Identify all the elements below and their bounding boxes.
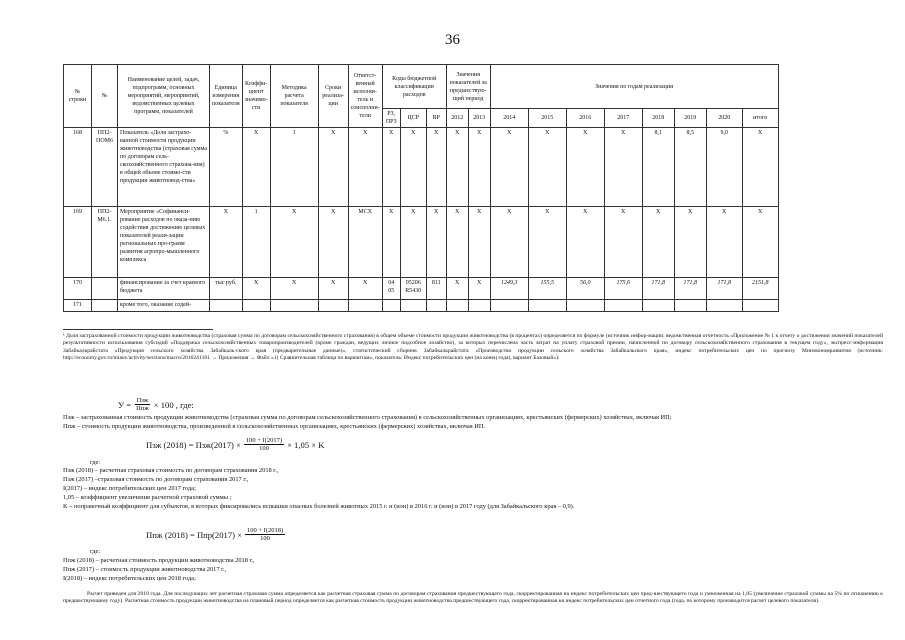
header-year: 2020 — [706, 109, 742, 128]
definition-line: Ппж (2018) – расчетная стоимость продукции животноводства 2018 г., — [63, 557, 255, 564]
header-rz: РЗ, ПРЗ — [382, 109, 400, 128]
header-target-prior: Значения показателей за предшествую-щий период — [446, 65, 490, 109]
cell-value: 171,8 — [706, 278, 742, 300]
header-year: 2012 — [446, 109, 468, 128]
cell-value: X — [706, 207, 742, 278]
formula-production-value — [146, 527, 288, 542]
formula-denominator: Ппж — [136, 405, 149, 412]
cell-terms: X — [318, 128, 348, 207]
cell-value: 8,5 — [674, 128, 706, 207]
formula-insured-value — [146, 437, 324, 452]
header-year: 2015 — [528, 109, 566, 128]
header-terms: Сроки реализа-ции — [318, 65, 348, 128]
cell-value: 56,0 — [566, 278, 604, 300]
header-year: 2018 — [642, 109, 674, 128]
cell-csr: X — [400, 128, 426, 207]
cell-value: X — [446, 128, 468, 207]
cell-vr: 811 — [426, 278, 446, 300]
cell-row-no: 169 — [64, 207, 92, 278]
footnote-text: ¹ Доля застрахованной стоимости продукции животноводства (страховая сумма по договорам сельскохозяйственного страхования) в общем объеме стоимости продукции животноводства (в процентах) определяется по формуле (источник инфор-мации: ведомственная отчетность «Приложение № 1 к отчету о достижении значений показателей результативности использования субсидий «Поддержка сельскохозяйственных товаропроизводителей (кроме граждан, ведущих личное подсобное хозяйство), за которых перечислена часть затрат на уплату страховой премии, начисленной по договору сельскохозяйственного страхования в текущем году», экспресс-информация Забайкалкрайстата «Продукция сельского хозяйства Забайкаль-ского края (предварительные данные)», статистический сборник Забайкалкрайстата «Производство продукции сельского хозяйства Забайкальского края», индекс потребительских цен по прогнозу Минэкономразвития (источник: http://economy.gov.ru/minec/activity/sections/macro/2016241101 → Приложения → Файл «1) Сравнительная таблица по вариантам», показатель: Индекс потребительских цен (на конец года), вариант Базовый»): — [63, 333, 883, 362]
cell-no — [92, 300, 118, 312]
definition-line: где: — [90, 548, 101, 555]
cell-row-no: 171 — [64, 300, 92, 312]
cell-value: X — [490, 128, 528, 207]
cell-value: X — [446, 278, 468, 300]
definition-line: Ппж – стоимость продукции животноводства, произведенной в сельскохозяйственных организациях, крестьянских (фермерских) хозяйствах, включая ИП. — [63, 423, 486, 430]
header-year-total: итого — [742, 109, 778, 128]
cell-vr: X — [426, 207, 446, 278]
cell-value: 171,8 — [674, 278, 706, 300]
formula-fraction — [244, 437, 284, 452]
cell-value: X — [566, 128, 604, 207]
formula-numerator: 100 + I(2018) — [246, 527, 284, 534]
cell-rz: X — [382, 128, 400, 207]
cell-value-total: X — [742, 207, 778, 278]
cell-rz: 04 05 — [382, 278, 400, 300]
table-row — [64, 207, 779, 278]
formula-denominator: 100 — [260, 535, 270, 542]
table-row — [64, 128, 779, 207]
cell-unit: тыс руб. — [210, 278, 243, 300]
cell-value-total: X — [742, 128, 778, 207]
cell-name: Мероприятие «Софинанси-рование расходов по оказа-нию содействия достижению целевых показателей реали-зации региональных про-грамм развития агропро-мышленного комплекса — [118, 207, 210, 278]
formula-fraction — [134, 397, 151, 412]
formula-lhs: У = — [118, 399, 132, 410]
cell-terms: X — [318, 278, 348, 300]
cell-value: X — [468, 207, 490, 278]
cell-value — [566, 300, 604, 312]
cell-value: X — [446, 207, 468, 278]
definition-line: 1,05 – коэффициент увеличения расчетной страховой суммы ; — [63, 494, 232, 501]
cell-coef — [242, 300, 270, 312]
definition-line: K – поправочный коэффициент для субъектов, в которых фиксировались вспышки опасных болезней животных 2015 г. и (или) в 2016 г. и (или) в 2017 году (для Забайкальского края – 0,9). — [63, 503, 575, 510]
cell-unit: X — [210, 207, 243, 278]
cell-csr: 05206 R5430 — [400, 278, 426, 300]
cell-value — [674, 300, 706, 312]
cell-value: X — [528, 128, 566, 207]
cell-unit: % — [210, 128, 243, 207]
cell-no — [92, 278, 118, 300]
cell-method: X — [270, 207, 318, 278]
header-vr: ВР — [426, 109, 446, 128]
cell-value: X — [468, 278, 490, 300]
cell-value: X — [566, 207, 604, 278]
cell-value: X — [604, 207, 642, 278]
cell-value-total: 2151,8 — [742, 278, 778, 300]
header-no: № — [92, 65, 118, 128]
formula-numerator: Пзж — [136, 397, 149, 404]
cell-value: 155,5 — [528, 278, 566, 300]
formula-fraction — [245, 527, 285, 542]
cell-value — [468, 300, 490, 312]
formula-rhs: × 100 , где: — [153, 399, 194, 410]
cell-value: X — [674, 207, 706, 278]
cell-terms — [318, 300, 348, 312]
cell-value: X — [604, 128, 642, 207]
definition-line: Пзж – застрахованная стоимость продукции животноводства (страховая сумма по договорам сельскохозяйственного страхования) в сельскохозяйственных организациях, крестьянских (фермерских) хозяйствах, включая ИП; — [63, 414, 672, 421]
definition-line: Пзж (2018) – расчетная страховая стоимость по договорам страхования 2018 г., — [63, 467, 279, 474]
cell-method — [270, 300, 318, 312]
table-row — [64, 300, 779, 312]
cell-value: X — [528, 207, 566, 278]
header-method: Методика расчета показателя — [270, 65, 318, 128]
cell-executor: X — [348, 278, 382, 300]
cell-value — [490, 300, 528, 312]
cell-value: 1249,3 — [490, 278, 528, 300]
cell-name: финансирование за счет краевого бюджета — [118, 278, 210, 300]
cell-row-no: 168 — [64, 128, 92, 207]
cell-value — [604, 300, 642, 312]
definition-line: I(2017) – индекс потребительских цен 2017 года; — [63, 485, 196, 492]
cell-executor: МСХ — [348, 207, 382, 278]
header-year: 2014 — [490, 109, 528, 128]
cell-value: 171,8 — [642, 278, 674, 300]
cell-rz — [382, 300, 400, 312]
definition-line: I(2018) – индекс потребительских цен 2018 года; — [63, 575, 196, 582]
cell-coef: X — [242, 128, 270, 207]
cell-coef: X — [242, 278, 270, 300]
header-csr: ЦСР — [400, 109, 426, 128]
cell-value: 8,1 — [642, 128, 674, 207]
cell-no: ПП2-М6.1. — [92, 207, 118, 278]
cell-method: 1 — [270, 128, 318, 207]
cell-no: ПП2-ПОМ6 — [92, 128, 118, 207]
header-unit: Единица измерения показателя — [210, 65, 243, 128]
cell-name: кроме того, оказание содей- — [118, 300, 210, 312]
header-year: 2019 — [674, 109, 706, 128]
cell-value: X — [642, 207, 674, 278]
cell-method: X — [270, 278, 318, 300]
definition-line: где: — [90, 459, 101, 466]
closing-paragraph: Расчет приведен для 2018 года. Для последующих лет расчетная страховая сумма определяется как расчетная страховая сумма по договорам страхования предшествующего года, скорректированная на индекс потребительских цен пред-шествующего года и умноженная на 1,05 (увеличение страховой суммы на 5% по отношению к предшествующему году). Расчетная стоимость продукции животноводства на плановый период определяется как расчетная стоимость продукции животноводства предшествующего года, скорректированная на индекс потребительских цен отчетного года (года, по которому производится расчет целевого показателя). — [63, 591, 883, 605]
cell-executor: X — [348, 128, 382, 207]
header-row-no: № строки — [64, 65, 92, 128]
cell-unit — [210, 300, 243, 312]
definition-line: Ппж (2017) – стоимость продукции животноводства 2017 г., — [63, 566, 227, 573]
cell-value: X — [490, 207, 528, 278]
header-year: 2016 — [566, 109, 604, 128]
header-name: Наименование целей, задач, подпрограмм, основных мероприятий, мероприятий, ведомственных целевых программ, показателей — [118, 65, 210, 128]
header-year: 2017 — [604, 109, 642, 128]
cell-coef: 1 — [242, 207, 270, 278]
cell-row-no: 170 — [64, 278, 92, 300]
cell-executor — [348, 300, 382, 312]
cell-name: Показатель «Доля застрахо-ванной стоимости продукции животноводства (страховая сумма по договорам сель-скохозяйственного страхова-ния) в общей объеме стоимо-сти продукции животновод-ства» — [118, 128, 210, 207]
program-table — [63, 64, 779, 312]
formula-denominator: 100 — [259, 445, 269, 452]
cell-value: X — [468, 128, 490, 207]
formula-lhs: Пзж (2018) = Пзж(2017) × — [146, 439, 241, 450]
cell-terms: X — [318, 207, 348, 278]
formula-share — [118, 397, 194, 412]
table-row — [64, 278, 779, 300]
cell-rz: X — [382, 207, 400, 278]
cell-value-total — [742, 300, 778, 312]
definition-line: Пзж (2017) –страховая стоимость по договорам страхования 2017 г., — [63, 476, 249, 483]
header-budget-codes: Коды бюджетной классификации расходов — [382, 65, 446, 109]
formula-numerator: 100 + I(2017) — [245, 437, 283, 444]
header-executor: Ответст-венный исполни-тель и соисполни-тели — [348, 65, 382, 128]
formula-lhs: Ппж (2018) = Ппр(2017) × — [146, 529, 242, 540]
cell-value — [642, 300, 674, 312]
cell-vr — [426, 300, 446, 312]
header-values-by-years: Значения по годам реализации — [490, 65, 778, 109]
cell-value — [706, 300, 742, 312]
cell-value — [528, 300, 566, 312]
footnote-rule — [63, 329, 213, 330]
header-year: 2013 — [468, 109, 490, 128]
cell-vr: X — [426, 128, 446, 207]
cell-csr — [400, 300, 426, 312]
formula-rhs: × 1,05 × K — [287, 439, 325, 450]
cell-csr: X — [400, 207, 426, 278]
cell-value: 9,0 — [706, 128, 742, 207]
cell-value — [446, 300, 468, 312]
cell-value: 175,6 — [604, 278, 642, 300]
page-number: 36 — [445, 32, 460, 48]
header-coef: Коэффи-циент значимо-сти — [242, 65, 270, 128]
